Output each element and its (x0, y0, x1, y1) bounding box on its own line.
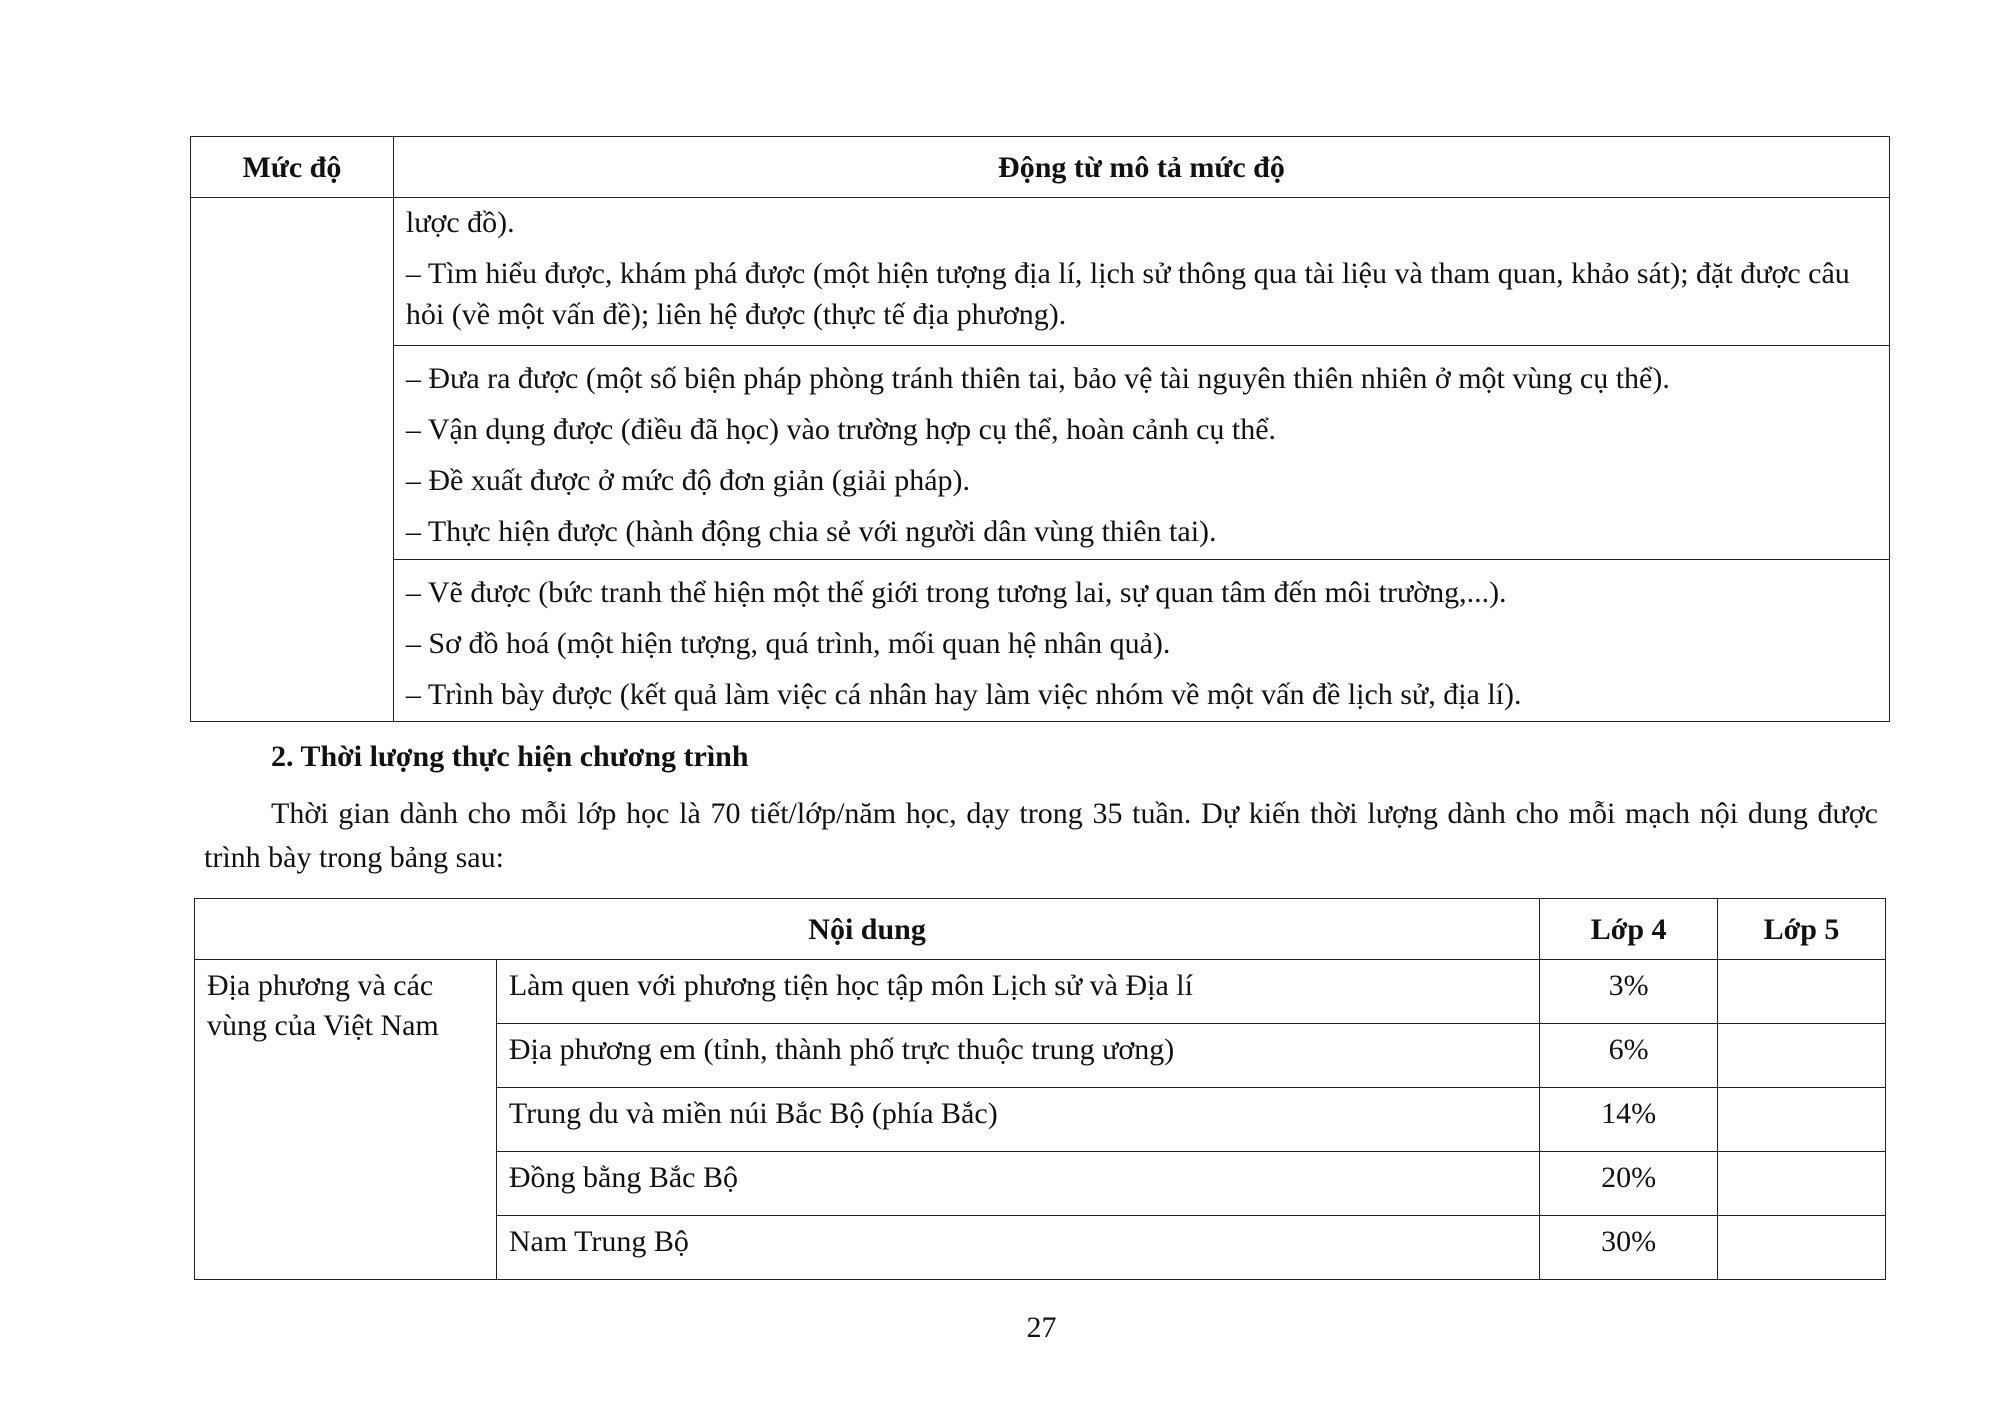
section-heading: 2. Thời lượng thực hiện chương trình (271, 740, 749, 773)
grade4-cell: 14% (1540, 1088, 1718, 1152)
time-allocation-table (194, 898, 1886, 1280)
verbs-cell (393, 560, 1889, 722)
levels-header-row (191, 137, 1890, 198)
grade5-cell (1718, 1216, 1886, 1280)
verb-line: lược đồ). (405, 206, 515, 239)
header-grade5: Lớp 5 (1718, 899, 1886, 960)
grade5-cell (1718, 960, 1886, 1024)
topic-cell: Nam Trung Bộ (496, 1216, 1539, 1280)
levels-row (191, 346, 1890, 560)
group-cell: Địa phương và các vùng của Việt Nam (195, 960, 497, 1280)
verbs-cell (393, 198, 1889, 346)
topic-cell: Địa phương em (tỉnh, thành phố trực thuộc trung ương) (496, 1024, 1539, 1088)
verb-line: – Vận dụng được (điều đã học) vào trường hợp cụ thể, hoàn cảnh cụ thể. (405, 413, 1277, 446)
header-content: Nội dung (195, 899, 1540, 960)
topic-cell: Trung du và miền núi Bắc Bộ (phía Bắc) (496, 1088, 1539, 1152)
grade5-cell (1718, 1152, 1886, 1216)
page-number: 27 (1026, 1311, 1057, 1344)
grade5-cell (1718, 1024, 1886, 1088)
verbs-cell (393, 346, 1889, 560)
levels-row (191, 560, 1890, 722)
header-level: Mức độ (191, 137, 394, 198)
verb-line: – Sơ đồ hoá (một hiện tượng, quá trình, mối quan hệ nhân quả). (405, 627, 1171, 660)
topic-cell: Đồng bằng Bắc Bộ (496, 1152, 1539, 1216)
topic-cell: Làm quen với phương tiện học tập môn Lịch sử và Địa lí (496, 960, 1539, 1024)
verb-line: – Đưa ra được (một số biện pháp phòng tránh thiên tai, bảo vệ tài nguyên thiên nhiên ở một vùng cụ thể). (405, 362, 1670, 395)
grade4-cell: 6% (1540, 1024, 1718, 1088)
verb-line: – Thực hiện được (hành động chia sẻ với người dân vùng thiên tai). (405, 515, 1217, 548)
grade4-cell: 30% (1540, 1216, 1718, 1280)
levels-row (191, 198, 1890, 346)
time-header-row (195, 899, 1886, 960)
grade5-cell (1718, 1088, 1886, 1152)
section-paragraph: Thời gian dành cho mỗi lớp học là 70 tiết/lớp/năm học, dạy trong 35 tuần. Dự kiến thời lượng dành cho mỗi mạch nội dung được trình bày trong bảng sau: (204, 797, 1878, 874)
header-verbs: Động từ mô tả mức độ (393, 137, 1889, 198)
verb-line: – Đề xuất được ở mức độ đơn giản (giải pháp). (405, 464, 971, 497)
header-grade4: Lớp 4 (1540, 899, 1718, 960)
table-row (195, 960, 1886, 1024)
levels-table (190, 136, 1890, 722)
level-cell (191, 198, 394, 722)
verb-line: – Vẽ được (bức tranh thể hiện một thế giới trong tương lai, sự quan tâm đến môi trường,...). (405, 576, 1507, 609)
verb-line: – Trình bày được (kết quả làm việc cá nhân hay làm việc nhóm về một vấn đề lịch sử, địa lí). (405, 678, 1522, 711)
verb-line: – Tìm hiểu được, khám phá được (một hiện tượng địa lí, lịch sử thông qua tài liệu và tham quan, khảo sát); đặt được câu hỏi (về một vấn đề); liên hệ được (thực tế địa phương). (405, 257, 1850, 331)
grade4-cell: 3% (1540, 960, 1718, 1024)
grade4-cell: 20% (1540, 1152, 1718, 1216)
